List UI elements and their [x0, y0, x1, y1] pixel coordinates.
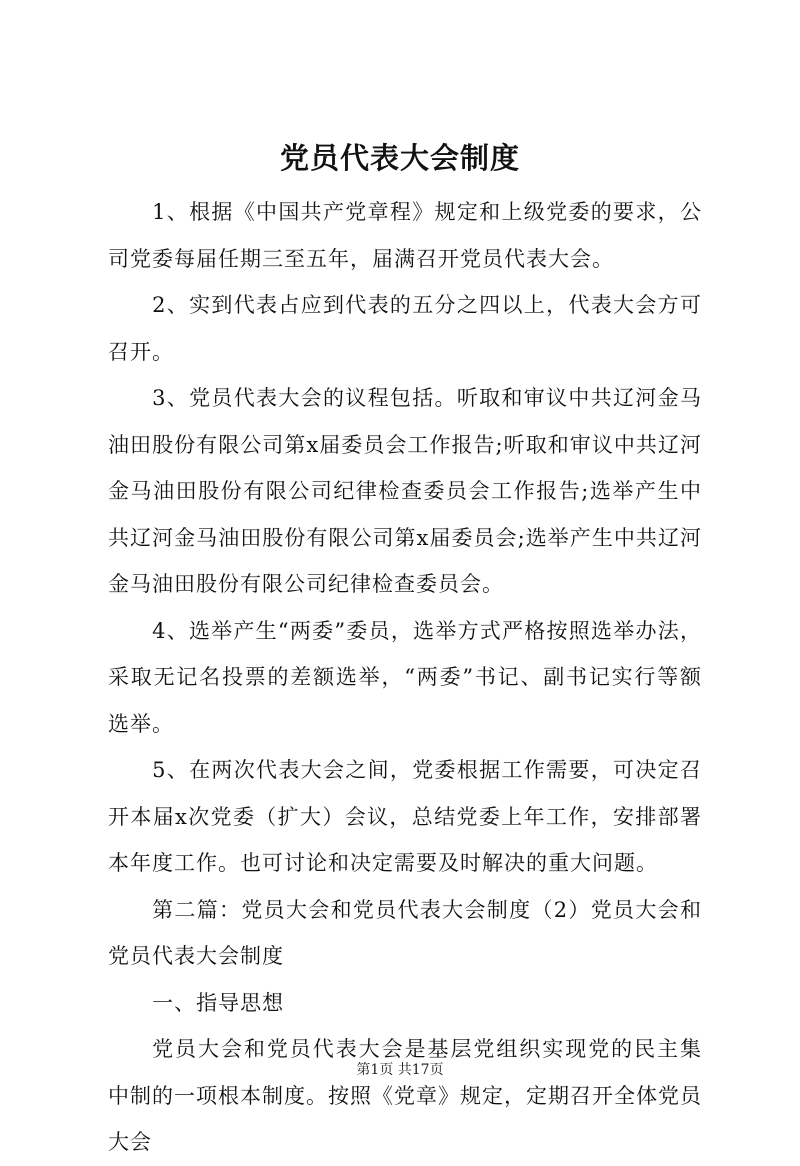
section-heading-second-article: 第二篇：党员大会和党员代表大会制度（2）党员大会和党员代表大会制度 [108, 897, 702, 968]
page-footer [0, 1059, 800, 1079]
paragraph-3: 3、党员代表大会的议程包括。听取和审议中共辽河金马油田股份有限公司第x届委员会工作报告;听取和审议中共辽河金马油田股份有限公司纪律检查委员会工作报告;选举产生中共辽河金马油田股份有限公司第x届委员会;选举产生中共辽河金马油田股份有限公司纪律检查委员会。 [108, 386, 702, 596]
section-heading-guiding-thought: 一、指导思想 [152, 990, 285, 1015]
paragraph-5: 5、在两次代表大会之间，党委根据工作需要，可决定召开本届x次党委（扩大）会议，总结党委上年工作，安排部署本年度工作。也可讨论和决定需要及时解决的重大问题。 [108, 758, 702, 875]
page-number-label: 第1页 共17页 [356, 1062, 444, 1078]
document-body [108, 189, 702, 1166]
paragraph-4: 4、选举产生“两委”委员，选举方式严格按照选举办法，采取无记名投票的差额选举，“两委”书记、副书记实行等额选举。 [108, 618, 702, 736]
paragraph-1: 1、根据《中国共产党章程》规定和上级党委的要求，公司党委每届任期三至五年，届满召开党员代表大会。 [108, 200, 702, 271]
document-title: 党员代表大会制度 [279, 141, 520, 175]
paragraph-2: 2、实到代表占应到代表的五分之四以上，代表大会方可召开。 [108, 293, 702, 364]
paragraph-guiding-thought: 党员大会和党员代表大会是基层党组织实现党的民主集中制的一项根本制度。按照《党章》规定，定期召开全体党员大会 [108, 1037, 702, 1154]
